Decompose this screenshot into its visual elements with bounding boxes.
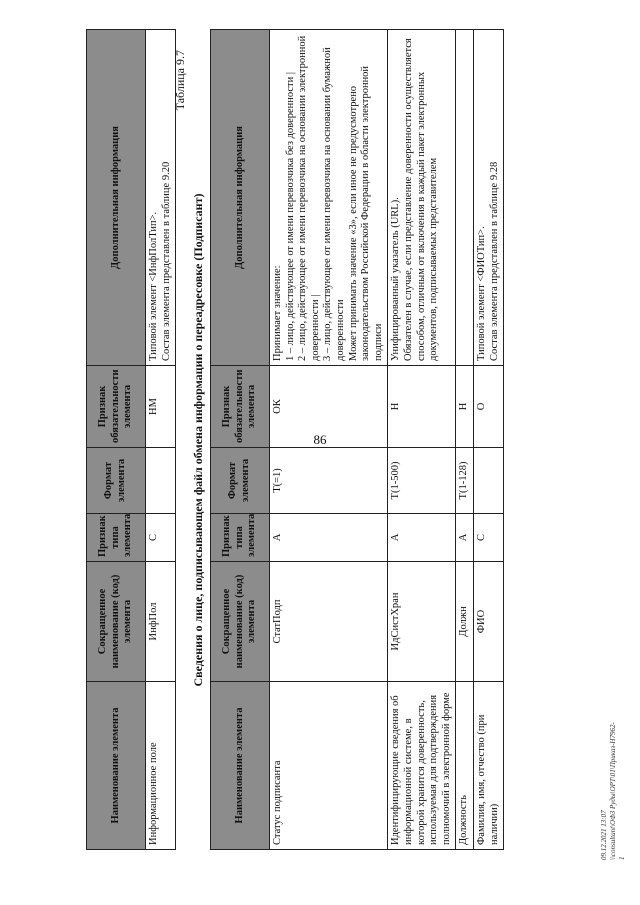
landscape-content — [70, 30, 550, 860]
info-line: 3 – лицо, действующее от имени перевозчика на основании бумажной доверенности — [322, 47, 346, 361]
cell-required: Н — [456, 366, 474, 448]
table-row — [473, 30, 503, 850]
cell-info — [473, 30, 503, 366]
page-number: 86 — [313, 432, 327, 447]
table1-header-info: Дополнительная информация — [87, 30, 146, 366]
table-title: Сведения о лице, подписывающем файл обмена информации о переадресовке (Подписант) — [191, 193, 205, 687]
table-row — [388, 30, 456, 850]
table1-header-row — [87, 30, 146, 850]
cell-name: Статус подписанта — [270, 682, 388, 850]
info-line: 1 – лицо, действующее от имени перевозчика без доверенности | — [284, 72, 296, 361]
cell-required: Н — [388, 366, 456, 448]
cell-code: Должн — [456, 562, 474, 682]
table2-header-type: Признак типа элемента — [211, 514, 270, 562]
table-label: Таблица 9.7 — [173, 50, 187, 111]
cell-name: Информационное поле — [146, 682, 176, 850]
table-row — [456, 30, 474, 850]
table-row — [270, 30, 388, 850]
table2-header-name: Наименование элемента — [211, 682, 270, 850]
cell-code: ФИО — [473, 562, 503, 682]
cell-format — [146, 448, 176, 514]
table2-header-info: Дополнительная информация — [211, 30, 270, 366]
cell-name: Фамилия, имя, отчество (при наличии) — [473, 682, 503, 850]
cell-type: А — [388, 514, 456, 562]
cell-type: С — [146, 514, 176, 562]
table1-header-type: Признак типа элемента — [87, 514, 146, 562]
table2-header-required: Признак обязательности элемента — [211, 366, 270, 448]
cell-required: ОК — [270, 366, 388, 448]
print-stamp — [600, 720, 630, 860]
table-row — [146, 30, 176, 850]
cell-info — [270, 30, 388, 366]
cell-info — [456, 30, 474, 366]
cell-info — [146, 30, 176, 366]
info-line: Унифицированный указатель (URL). — [390, 197, 402, 361]
cell-type: А — [270, 514, 388, 562]
cell-format: Т(1-128) — [456, 448, 474, 514]
table2-header-format: Формат элемента — [211, 448, 270, 514]
cell-name: Должность — [456, 682, 474, 850]
cell-format — [473, 448, 503, 514]
cell-format: Т(=1) — [270, 448, 388, 514]
cell-code: ИнфПол — [146, 562, 176, 682]
stamp-path: \\consultant\ОФЗ Руды\ОРТ\01\Приказ-Н7962-1 — [608, 722, 626, 860]
table1-header-required: Признак обязательности элемента — [87, 366, 146, 448]
cell-required: НМ — [146, 366, 176, 448]
cell-code: ИдСистХран — [388, 562, 456, 682]
info-line: Типовой элемент <ИнфПолТип>. — [148, 211, 159, 361]
cell-type: С — [473, 514, 503, 562]
table2-header-row — [211, 30, 270, 850]
info-line: Типовой элемент <ФИОТип>. — [475, 226, 487, 361]
cell-code: СтатПодп — [270, 562, 388, 682]
table1-header-code: Сокращенное наименование (код) элемента — [87, 562, 146, 682]
table1-header-format: Формат элемента — [87, 448, 146, 514]
table-informational-field — [86, 29, 176, 850]
info-line: Может принимать значение «3», если иное не предусмотрено законодательством Российской Федерации в области электронной подписи — [347, 65, 384, 361]
info-line: Состав элемента представлен в таблице 9.20 — [160, 161, 172, 361]
info-line: Обязателен в случае, если представление доверенности осуществляется способом, отличным от включения в каждый пакет электронных документов, подписываемых представителем — [402, 38, 440, 361]
info-line: Принимает значение: — [272, 265, 283, 361]
info-line: 2 – лицо, действующее от имени перевозчика на основании электронной доверенности | — [297, 35, 321, 361]
cell-format: Т(1-500) — [388, 448, 456, 514]
table2-header-code: Сокращенное наименование (код) элемента — [211, 562, 270, 682]
table-signer — [210, 29, 504, 850]
cell-required: О — [473, 366, 503, 448]
info-line: Состав элемента представлен в таблице 9.28 — [488, 161, 500, 361]
cell-name: Идентифицирующие сведения об информационной системе, в которой хранится доверенность, используемая для подтверждения полномочий в электронной форме — [388, 682, 456, 850]
stamp-date: 09.12.2021 13:07 — [600, 810, 608, 860]
cell-info — [388, 30, 456, 366]
table1-header-name: Наименование элемента — [87, 682, 146, 850]
cell-type: А — [456, 514, 474, 562]
